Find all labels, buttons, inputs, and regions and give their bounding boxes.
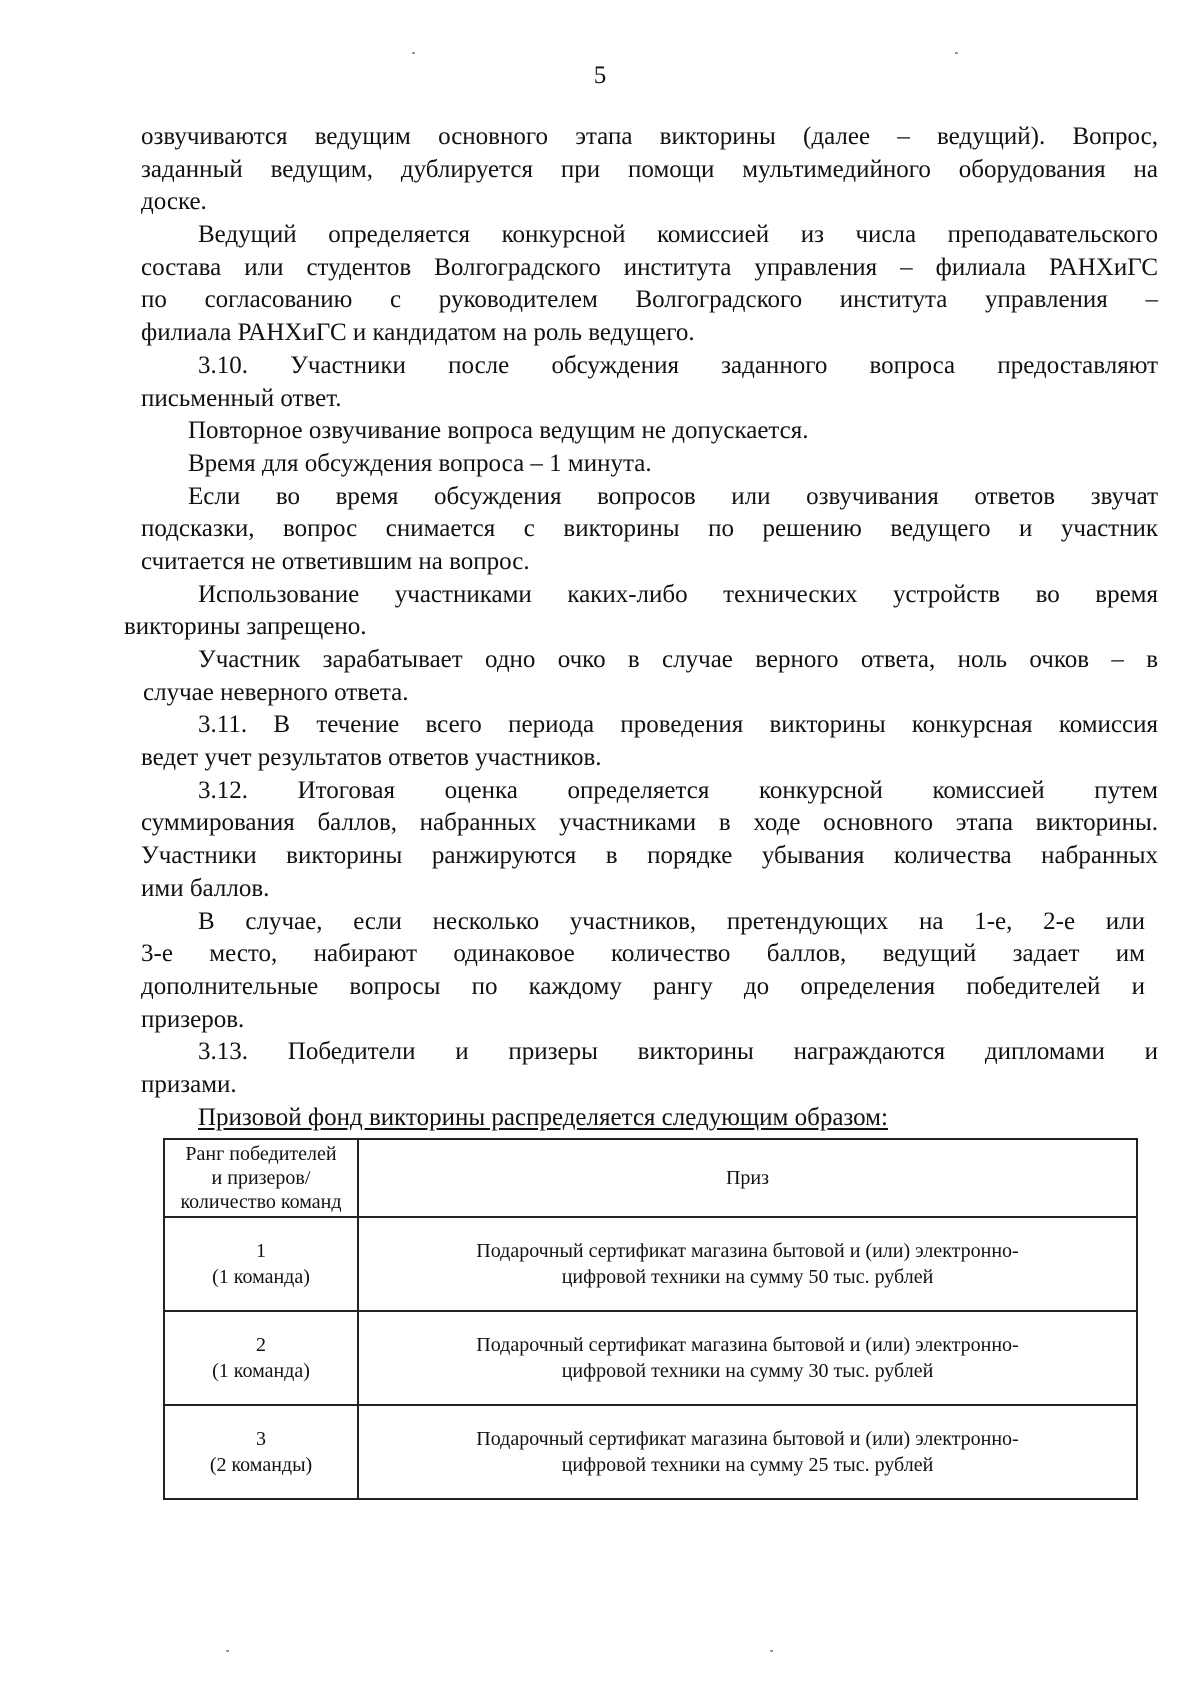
text-line: подсказки, вопрос снимается с викторины по решению ведущего и участник [141,515,1158,543]
table-row [164,1311,1137,1405]
text-line: Повторное озвучивание вопроса ведущим не допускается. [188,417,809,445]
prize-cell: Подарочный сертификат магазина бытовой и (или) электронно- цифровой техники на сумму 30 тыс. рублей [358,1311,1137,1405]
text-line: филиала РАНХиГС и кандидатом на роль ведущего. [141,319,695,347]
text-line [141,1102,1158,1135]
table-header-row [164,1139,1137,1217]
text-line: 3.13. Победители и призеры викторины награждаются дипломами и [198,1038,1158,1066]
text-line: 3-е место, набирают одинаковое количество баллов, ведущий задает им [141,940,1145,968]
text-line: викторины запрещено. [124,613,367,641]
prize-cell: Подарочный сертификат магазина бытовой и (или) электронно- цифровой техники на сумму 25 тыс. рублей [358,1405,1137,1499]
text-line: случае неверного ответа. [143,678,409,706]
rank-column-header: Ранг победителей и призеров/ количество команд [164,1139,358,1217]
rank-cell: 2 (1 команда) [164,1311,358,1405]
text-line: 3.12. Итоговая оценка определяется конкурсной комиссией путем [198,776,1158,804]
rank-cell: 3 (2 команды) [164,1405,358,1499]
text-line: Участник зарабатывает одно очко в случае верного ответа, ноль очков – в [198,646,1158,673]
text-line: призеров. [141,1005,245,1033]
text-line: доске. [141,188,207,216]
prize-cell: Подарочный сертификат магазина бытовой и (или) электронно- цифровой техники на сумму 50 тыс. рублей [358,1217,1137,1311]
text-line: письменный ответ. [141,384,342,412]
text-line: Если во время обсуждения вопросов или озвучивания ответов звучат [188,482,1158,510]
text-line: ведет учет результатов ответов участников. [141,744,602,772]
table-row [164,1217,1137,1311]
prize-column-header: Приз [358,1139,1137,1217]
text-line: дополнительные вопросы по каждому рангу до определения победителей и [141,972,1145,1000]
table-intro: Призовой фонд викторины распределяется следующим образом: [198,1103,888,1131]
scan-speck [770,1650,773,1652]
text-line: заданный ведущим, дублируется при помощи мультимедийного оборудования на [141,155,1158,183]
text-line: Время для обсуждения вопроса – 1 минута. [188,449,652,477]
body-text [124,121,1158,1134]
prize-table [163,1138,1138,1500]
scan-speck [412,52,415,54]
text-line: 3.10. Участники после обсуждения заданного вопроса предоставляют [198,351,1158,379]
text-line: ими баллов. [141,874,270,902]
text-line: Участники викторины ранжируются в порядке убывания количества набранных [141,842,1158,870]
text-line: Использование участниками каких-либо технических устройств во время [198,580,1158,608]
text-line: озвучиваются ведущим основного этапа викторины (далее – ведущий). Вопрос, [141,123,1158,150]
text-line: суммирования баллов, набранных участниками в ходе основного этапа викторины. [141,809,1158,837]
text-line: состава или студентов Волгоградского института управления – филиала РАНХиГС [141,253,1158,281]
text-line: В случае, если несколько участников, претендующих на 1-е, 2-е или [198,907,1145,935]
scan-speck [955,52,958,54]
table-row [164,1405,1137,1499]
text-line: считается не ответившим на вопрос. [141,547,530,575]
rank-cell: 1 (1 команда) [164,1217,358,1311]
scan-speck [226,1650,229,1652]
text-line: 3.11. В течение всего периода проведения викторины конкурсная комиссия [198,711,1158,739]
text-line: Ведущий определяется конкурсной комиссией из числа преподавательского [198,221,1158,249]
text-line: призами. [141,1070,237,1098]
page-number: 5 [593,62,607,89]
text-line: по согласованию с руководителем Волгоградского института управления – [141,286,1158,314]
